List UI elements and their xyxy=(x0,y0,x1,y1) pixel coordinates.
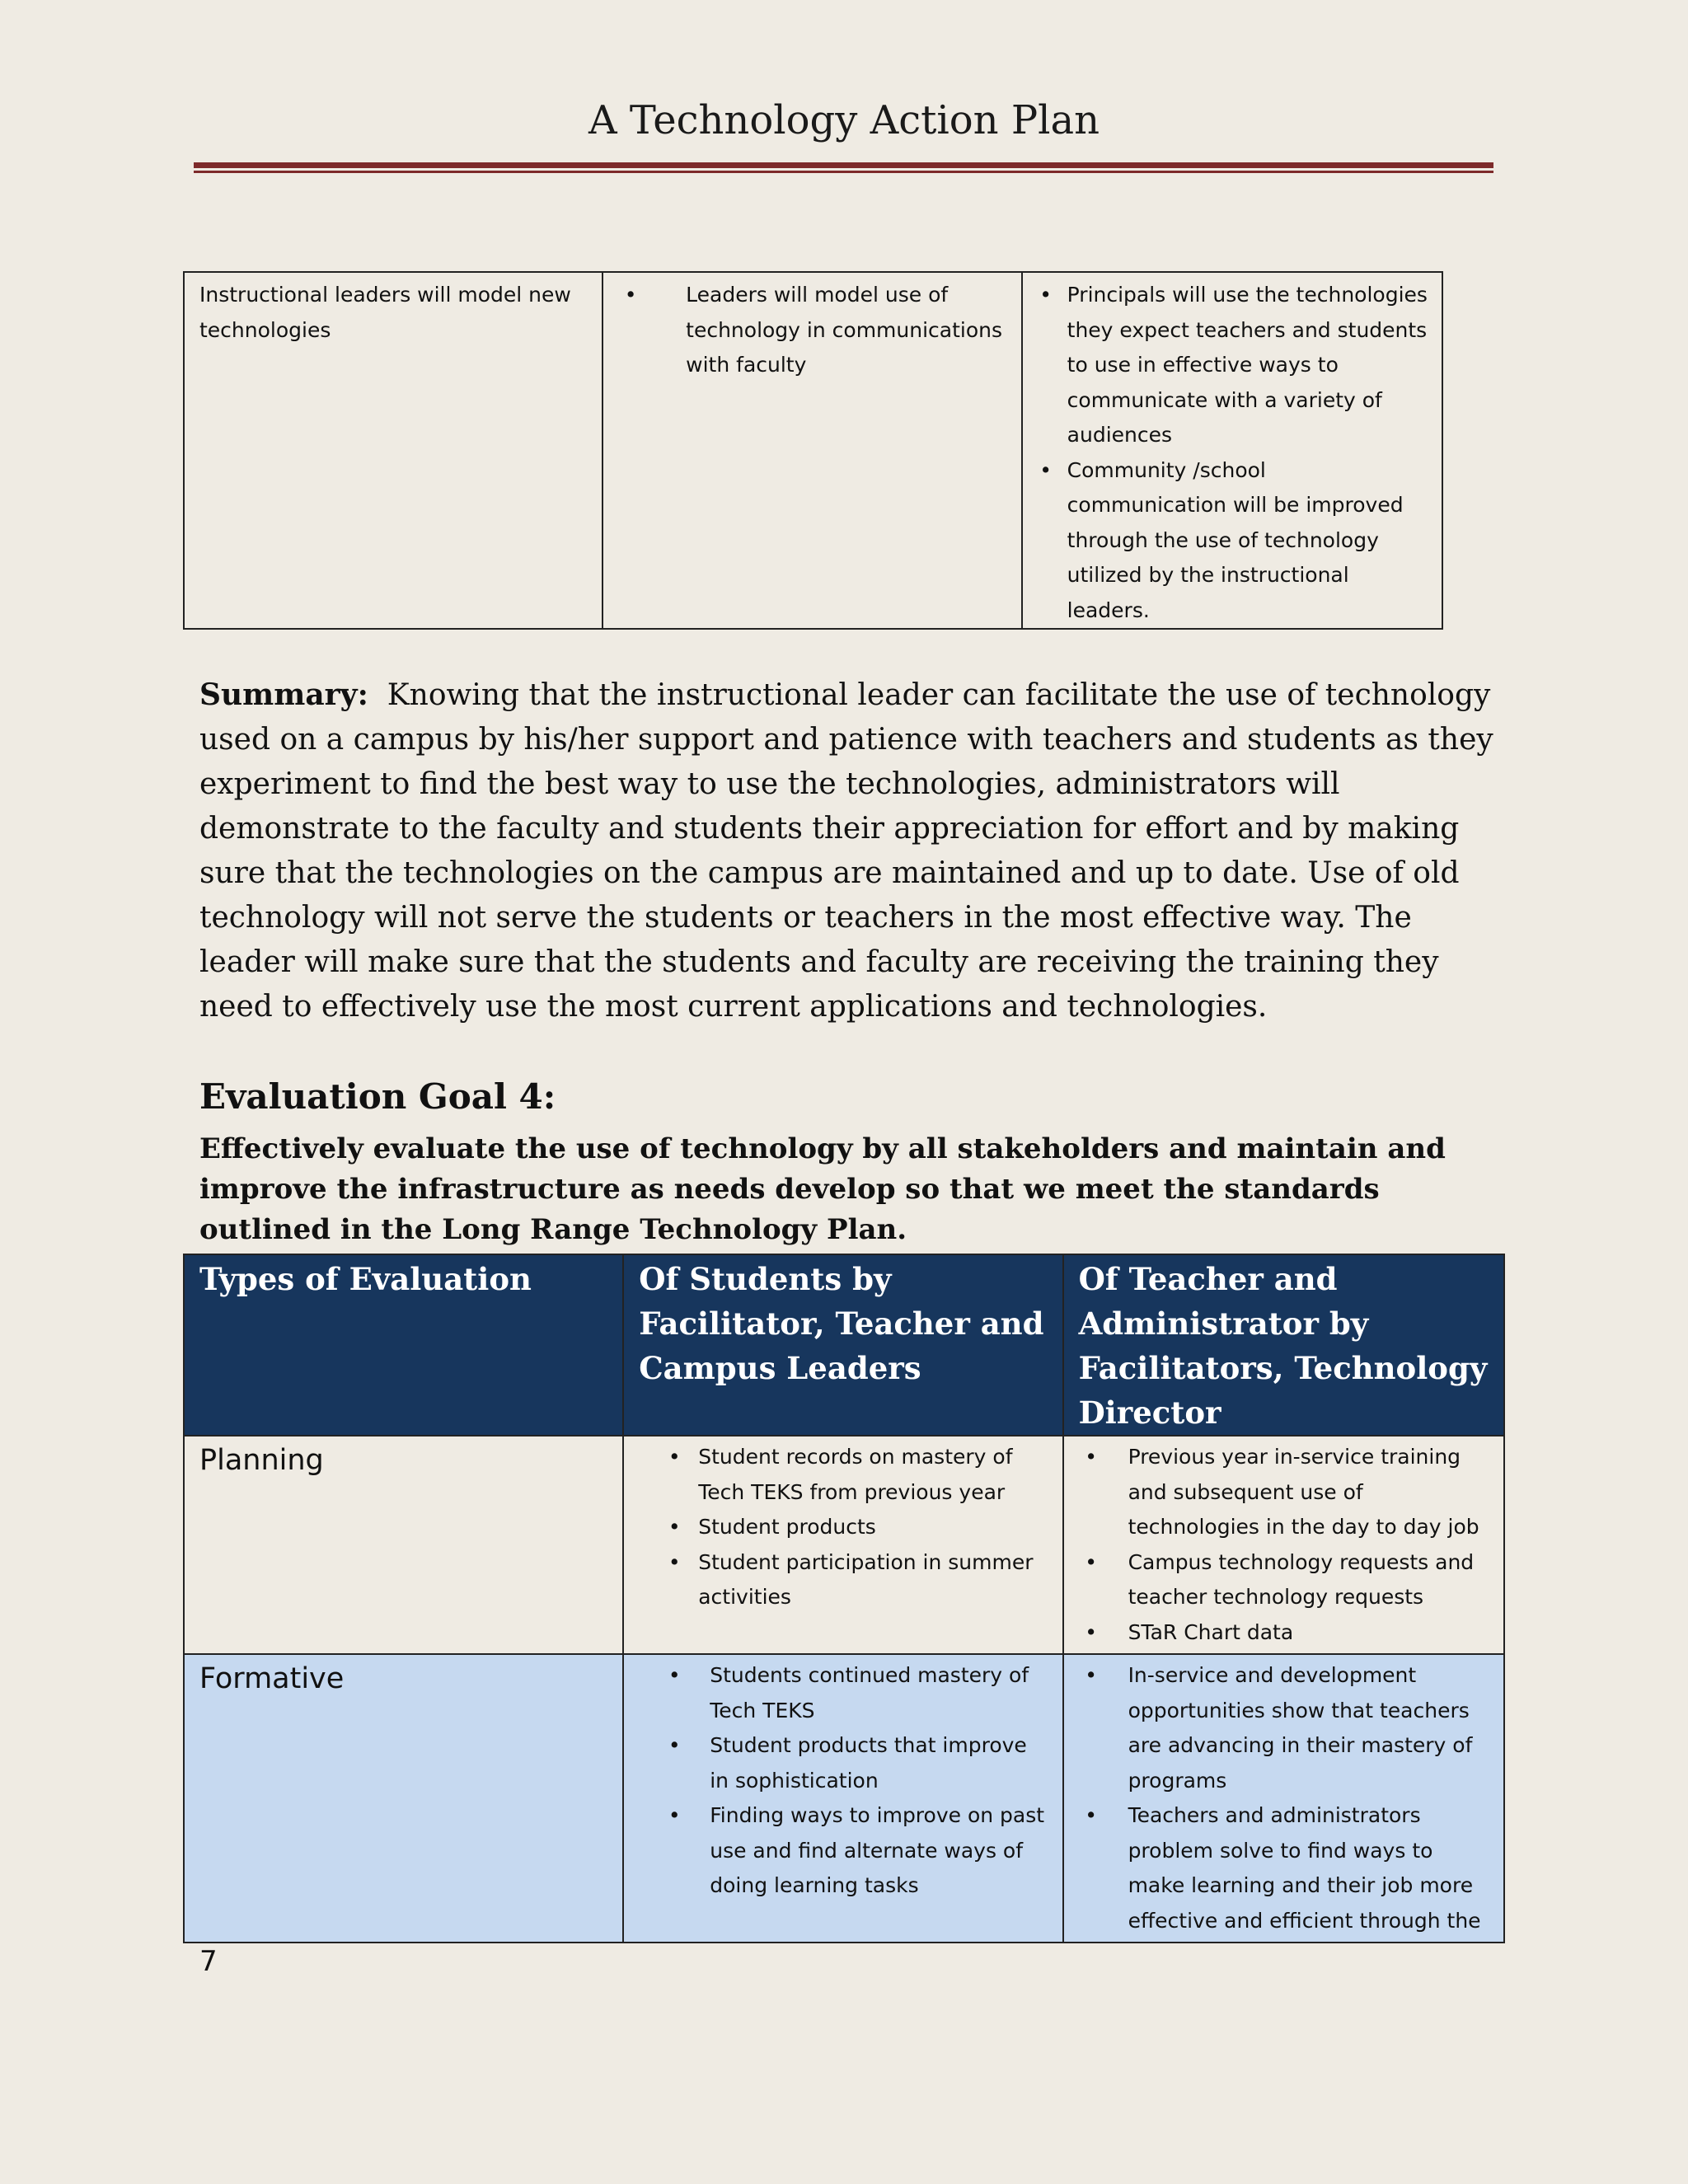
list-item: • Student products xyxy=(698,1510,1050,1545)
list-item: • Campus technology requests and teacher technology requests xyxy=(1128,1545,1492,1615)
list-item: • Principals will use the technologies they expect teachers and students to use in effective ways to communicate with a variety of audiences xyxy=(1067,278,1430,453)
students-cell xyxy=(623,1436,1062,1654)
title-divider xyxy=(194,162,1493,168)
list-item: • Teachers and administrators problem solve to find ways to make learning and their job more effective and efficient through the xyxy=(1128,1798,1492,1938)
teachers-cell xyxy=(1063,1654,1504,1943)
table-row-formative xyxy=(184,1654,1504,1943)
list-item: • STaR Chart data xyxy=(1128,1615,1492,1651)
list-item: • Student records on mastery of Tech TEKS from previous year xyxy=(698,1440,1050,1510)
outcomes-cell xyxy=(1022,272,1442,629)
list-item: • Finding ways to improve on past use and find alternate ways of doing learning tasks xyxy=(710,1798,1050,1904)
table-header-row xyxy=(184,1254,1504,1436)
evaluation-goal-heading: Evaluation Goal 4: xyxy=(199,1076,556,1117)
list-item: • Students continued mastery of Tech TEKS xyxy=(710,1658,1050,1728)
page-title: A Technology Action Plan xyxy=(588,97,1100,143)
list-item: • Student participation in summer activities xyxy=(698,1545,1050,1615)
evaluation-goal-description: Effectively evaluate the use of technology by all stakeholders and maintain and improve the infrastructure as needs develop so that we meet the standards outlined in the Long Range Technology Plan. xyxy=(199,1132,1446,1246)
column-header-students: Of Students by Facilitator, Teacher and Campus Leaders xyxy=(623,1254,1062,1436)
table-row-planning xyxy=(184,1436,1504,1654)
list-item: • In-service and development opportunities show that teachers are advancing in their mastery of programs xyxy=(1128,1658,1492,1798)
students-cell xyxy=(623,1654,1062,1943)
column-header-teachers: Of Teacher and Administrator by Facilitators, Technology Director xyxy=(1063,1254,1504,1436)
evaluation-type-cell: Planning xyxy=(184,1436,623,1654)
evaluation-table xyxy=(183,1254,1505,1943)
list-item: • Leaders will model use of technology in communications with faculty xyxy=(686,278,1010,383)
evaluation-type-cell: Formative xyxy=(184,1654,623,1943)
summary-paragraph xyxy=(199,673,1502,1029)
list-item: • Community /school communication will be improved through the use of technology utilized by the instructional leaders. xyxy=(1067,453,1430,629)
leadership-goal-table xyxy=(183,271,1443,630)
page-number: 7 xyxy=(199,1945,218,1978)
objective-cell: Instructional leaders will model new technologies xyxy=(184,272,603,629)
list-item: • Previous year in-service training and subsequent use of technologies in the day to day job xyxy=(1128,1440,1492,1545)
table-row xyxy=(184,272,1442,629)
strategies-cell xyxy=(603,272,1022,629)
title-divider-thin xyxy=(194,171,1493,173)
summary-text: Knowing that the instructional leader can facilitate the use of technology used on a campus by his/her support and patience with teachers and students as they experiment to find the best way to use the technologies, administrators will demonstrate to the faculty and students their appreciation for effort and by making sure that the technologies on the campus are maintained and up to date. Use of old technology will not serve the students or teachers in the most effective way. The leader will make sure that the students and faculty are receiving the training they need to effectively use the most current applications and technologies. xyxy=(199,678,1493,1024)
list-item: • Student products that improve in sophistication xyxy=(710,1728,1050,1798)
summary-label: Summary: xyxy=(199,677,368,712)
teachers-cell xyxy=(1063,1436,1504,1654)
column-header-types: Types of Evaluation xyxy=(184,1254,623,1436)
